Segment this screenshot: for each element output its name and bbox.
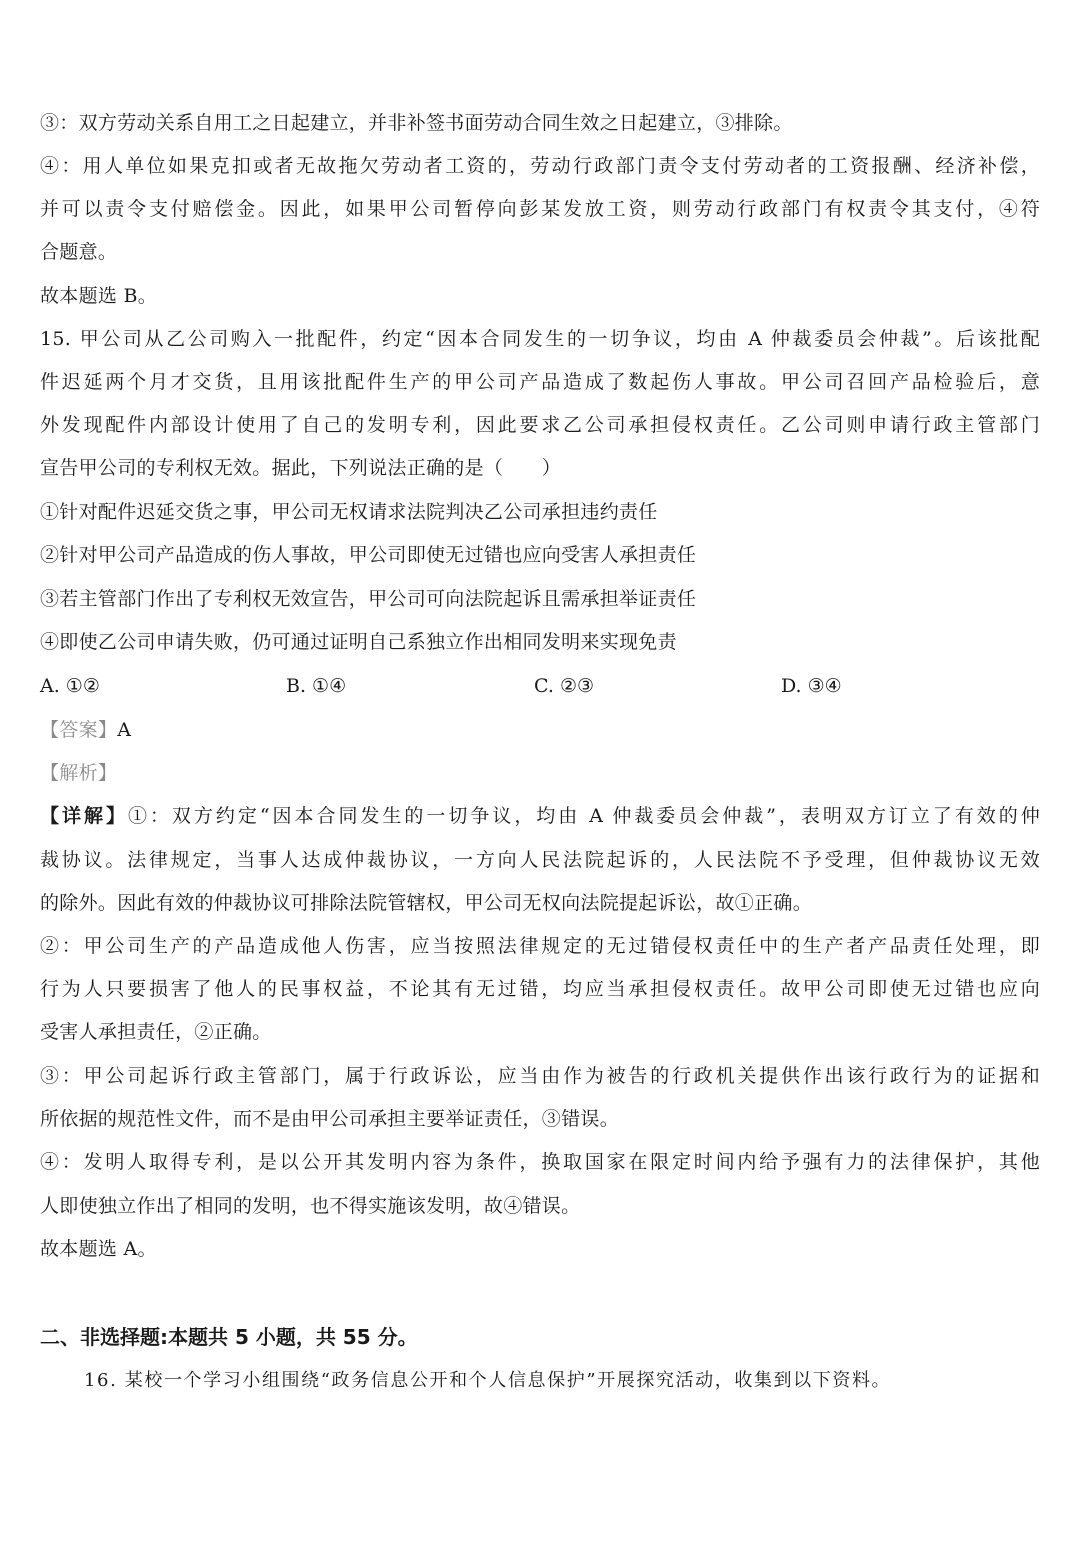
q15-option-a: A. ①② <box>40 675 100 697</box>
detail-tag: 【详解】 <box>40 805 128 827</box>
q15-stem-line-3: 外发现配件内部设计使用了自己的发明专利，因此要求乙公司承担侵权责任。乙公司则申请行政主管部门 <box>40 414 1040 436</box>
detail-text-1: ①：双方约定“因本合同发生的一切争议，均由 A 仲裁委员会仲裁”，表明双方订立了有效的仲 <box>127 805 1040 827</box>
q15-conclusion: 故本题选 A。 <box>40 1238 157 1260</box>
q15-statement-4: ④即使乙公司申请失败，仍可通过证明自己系独立作出相同发明来实现免责 <box>40 631 677 653</box>
q15-stem-line-2: 件迟延两个月才交货，且用该批配件生产的甲公司产品造成了数起伤人事故。甲公司召回产品检验后，意 <box>40 371 1040 393</box>
prev-analysis-item-3: ③：双方劳动关系自用工之日起建立，并非补签书面劳动合同生效之日起建立，③排除。 <box>40 112 793 134</box>
answer-tag: 【答案】 <box>40 719 118 741</box>
detail-item-2-line-1: ②：甲公司生产的产品造成他人伤害，应当按照法律规定的无过错侵权责任中的生产者产品责任处理，即 <box>40 935 1040 957</box>
q15-answer <box>40 716 1040 744</box>
prev-analysis-item-4-line-2: 并可以责令支付赔偿金。因此，如果甲公司暂停向彭某发放工资，则劳动行政部门有权责令其支付，④符 <box>40 198 1040 220</box>
prev-conclusion: 故本题选 B。 <box>40 285 158 307</box>
prev-analysis-item-4-line-3: 合题意。 <box>40 241 118 263</box>
detail-item-3-line-2: 所依据的规范性文件，而不是由甲公司承担主要举证责任，③错误。 <box>40 1108 620 1130</box>
q15-options <box>40 672 1040 700</box>
detail-line-3: 的除外。因此有效的仲裁协议可排除法院管辖权，甲公司无权向法院提起诉讼，故①正确。 <box>40 892 813 914</box>
prev-analysis-item-4-line-1: ④：用人单位如果克扣或者无故拖欠劳动者工资的，劳动行政部门责令支付劳动者的工资报酬、经济补偿， <box>40 155 1040 177</box>
section-title: 二、非选择题:本题共 5 小题，共 55 分。 <box>40 1325 418 1349</box>
q15-option-b: B. ①④ <box>286 675 347 697</box>
q16-stem: 16. 某校一个学习小组围绕“政务信息公开和个人信息保护”开展探究活动，收集到以下资料。 <box>84 1370 892 1391</box>
analysis-tag: 【解析】 <box>40 762 118 784</box>
detail-item-4-line-1: ④：发明人取得专利，是以公开其发明内容为条件，换取国家在限定时间内给予强有力的法律保护，其他 <box>40 1151 1040 1173</box>
detail-item-2-line-2: 行为人只要损害了他人的民事权益，不论其有无过错，均应当承担侵权责任。故甲公司即使无过错也应向 <box>40 978 1040 1000</box>
q15-statement-1: ①针对配件迟延交货之事，甲公司无权请求法院判决乙公司承担违约责任 <box>40 501 658 523</box>
detail-line-1 <box>40 802 1040 830</box>
detail-item-2-line-3: 受害人承担责任，②正确。 <box>40 1021 272 1043</box>
detail-line-2: 裁协议。法律规定，当事人达成仲裁协议，一方向人民法院起诉的，人民法院不予受理，但仲裁协议无效 <box>40 849 1040 871</box>
detail-item-4-line-2: 人即使独立作出了相同的发明，也不得实施该发明，故④错误。 <box>40 1195 581 1217</box>
answer-value: A <box>117 719 132 741</box>
q15-stem-line-4: 宣告甲公司的专利权无效。据此，下列说法正确的是（ ） <box>40 457 562 479</box>
q15-statement-2: ②针对甲公司产品造成的伤人事故，甲公司即使无过错也应向受害人承担责任 <box>40 544 697 566</box>
q15-statement-3: ③若主管部门作出了专利权无效宣告，甲公司可向法院起诉且需承担举证责任 <box>40 588 697 610</box>
q15-option-c: C. ②③ <box>534 675 595 697</box>
detail-item-3-line-1: ③：甲公司起诉行政主管部门，属于行政诉讼，应当由作为被告的行政机关提供作出该行政行为的证据和 <box>40 1065 1040 1087</box>
q15-option-d: D. ③④ <box>781 675 842 697</box>
q15-stem-line-1: 15. 甲公司从乙公司购入一批配件，约定“因本合同发生的一切争议，均由 A 仲裁委员会仲裁”。后该批配 <box>40 328 1040 350</box>
